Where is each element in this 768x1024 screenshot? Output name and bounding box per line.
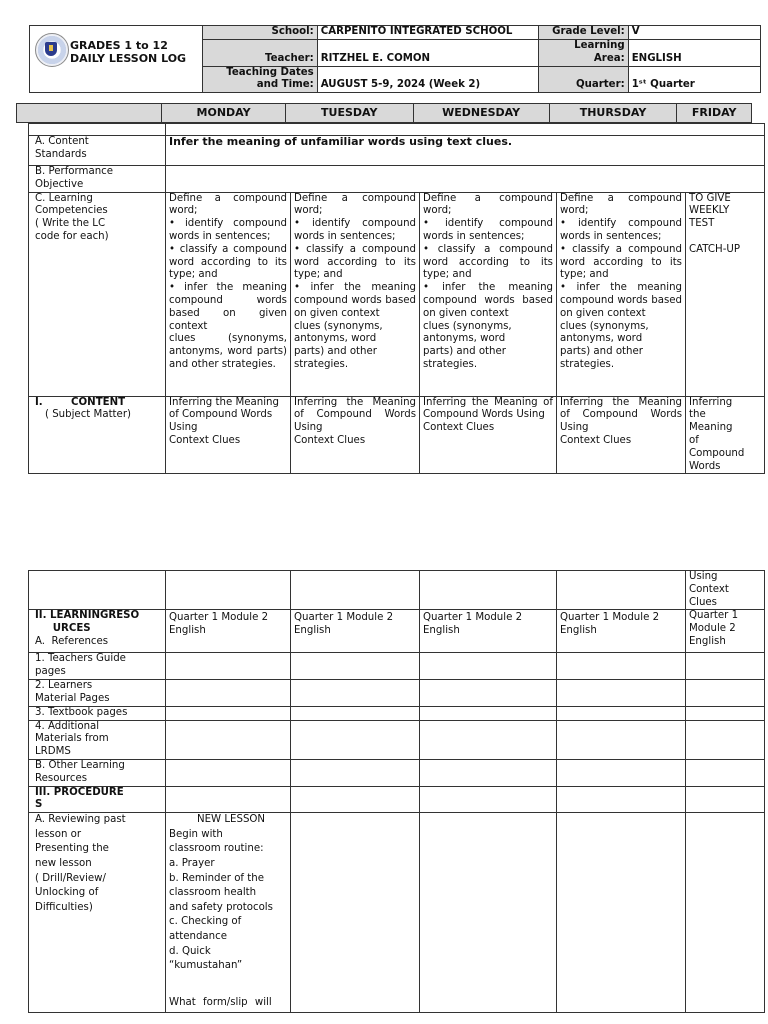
title-line2: DAILY LESSON LOG xyxy=(70,52,187,65)
references-label: A. References xyxy=(35,635,109,647)
cont-tuesday xyxy=(291,571,420,610)
review-friday xyxy=(686,813,765,1013)
content-standards-label: A. Content Standards xyxy=(29,136,166,166)
teacher-value: RITZHEL E. COMON xyxy=(317,40,538,67)
day-header-blank xyxy=(17,104,162,123)
deped-seal-icon xyxy=(35,33,69,67)
cont-label xyxy=(29,571,166,610)
tb-label: 3. Textbook pages xyxy=(29,706,166,720)
reference-thursday: Quarter 1 Module 2 English xyxy=(557,610,686,653)
day-friday: FRIDAY xyxy=(677,104,752,123)
content-tuesday: Inferring the Meaning of Compound Words Using Context Clues xyxy=(291,396,420,474)
content-friday: Inferring the Meaning of Compound Words xyxy=(686,396,765,474)
day-monday: MONDAY xyxy=(162,104,286,123)
grade-label: Grade Level: xyxy=(538,26,628,40)
competency-wednesday: Define a compound word; • identify compound words in sentences; • classify a compound word according to its type; and • infer the meaning compound words based on given context clues (synonyms, antonyms, word parts) and other strategies. xyxy=(420,192,557,396)
reference-monday: Quarter 1 Module 2 English xyxy=(166,610,291,653)
review-monday-tail: What form/slip will xyxy=(169,996,272,1008)
olr-label: B. Other Learning Resources xyxy=(29,759,166,786)
content-monday: Inferring the Meaning of Compound Words Using Context Clues xyxy=(166,396,291,474)
content-label-main: I. CONTENT xyxy=(35,396,126,408)
dates-label: Teaching Dates and Time: xyxy=(202,66,317,93)
cont-wednesday xyxy=(420,571,557,610)
competency-tuesday: Define a compound word; • identify compound words in sentences; • classify a compound word according to its type; and • infer the meaning compound words based on given context clues (synonyms, antonyms, word parts) and other strategies. xyxy=(291,192,420,396)
day-thursday: THURSDAY xyxy=(549,104,677,123)
content-thursday: Inferring the Meaning of Compound Words Using Context Clues xyxy=(557,396,686,474)
day-header-table xyxy=(16,103,752,123)
resources-label xyxy=(29,610,166,653)
lm-label: 2. Learners Material Pages xyxy=(29,679,166,706)
resources-label-main: II. LEARNINGRESO URCES xyxy=(35,610,140,635)
blank-label xyxy=(29,124,166,136)
content-wednesday: Inferring the Meaning of Compound Words Using Context Clues xyxy=(420,396,557,474)
am-label: 4. Additional Materials from LRDMS xyxy=(29,720,166,759)
reference-friday: Quarter 1 Module 2 English xyxy=(686,610,765,653)
section-resources xyxy=(28,570,765,1013)
title-line1: GRADES 1 to 12 xyxy=(70,39,168,52)
day-tuesday: TUESDAY xyxy=(285,104,413,123)
school-value: CARPENITO INTEGRATED SCHOOL xyxy=(317,26,538,40)
review-wednesday xyxy=(420,813,557,1013)
review-monday xyxy=(166,813,291,1013)
performance-label: B. Performance Objective xyxy=(29,166,166,193)
section-objectives xyxy=(28,123,765,474)
header-block xyxy=(29,25,761,93)
content-label-sub: ( Subject Matter) xyxy=(45,409,131,421)
header-table xyxy=(29,25,761,93)
grade-value: V xyxy=(628,26,760,40)
objectives-table xyxy=(28,123,765,474)
competencies-label: C. Learning Competencies ( Write the LC code for each) xyxy=(29,192,166,396)
performance-value xyxy=(166,166,765,193)
title-cell xyxy=(30,26,203,93)
content-standards-value: Infer the meaning of unfamiliar words using text clues. xyxy=(166,136,765,166)
resources-table xyxy=(28,570,765,1013)
review-tuesday xyxy=(291,813,420,1013)
area-label: Learning Area: xyxy=(538,40,628,67)
review-monday-body: Begin with classroom routine: a. Prayer b. Reminder of the classroom health and safety protocols c. Checking of attendance d. Quick “kumustahan” xyxy=(169,828,273,972)
reference-wednesday: Quarter 1 Module 2 English xyxy=(420,610,557,653)
day-header xyxy=(16,103,752,123)
cont-monday xyxy=(166,571,291,610)
competency-monday: Define a compound word; • identify compound words in sentences; • classify a compound word according to its type; and • infer the meaning compound words based on given context clues (synonyms, antonyms, word parts) and other strategies. xyxy=(166,192,291,396)
quarter-label: Quarter: xyxy=(538,66,628,93)
tg-label: 1. Teachers Guide pages xyxy=(29,653,166,680)
content-label xyxy=(29,396,166,474)
cont-thursday xyxy=(557,571,686,610)
review-monday-title: NEW LESSON xyxy=(197,814,266,826)
day-wednesday: WEDNESDAY xyxy=(413,104,549,123)
competency-thursday: Define a compound word; • identify compound words in sentences; • classify a compound word according to its type; and • infer the meaning compound words based on given context clues (synonyms, antonyms, word parts) and other strategies. xyxy=(557,192,686,396)
reference-tuesday: Quarter 1 Module 2 English xyxy=(291,610,420,653)
cont-friday: Using Context Clues xyxy=(686,571,765,610)
review-thursday xyxy=(557,813,686,1013)
procedures-label: III. PROCEDURE S xyxy=(29,786,166,813)
competency-friday: TO GIVE WEEKLY TEST CATCH-UP xyxy=(686,192,765,396)
blank-row xyxy=(166,124,765,136)
dates-value: AUGUST 5-9, 2024 (Week 2) xyxy=(317,66,538,93)
quarter-value: 1ˢᵗ Quarter xyxy=(628,66,760,93)
school-label: School: xyxy=(202,26,317,40)
review-label: A. Reviewing past lesson or Presenting the new lesson ( Drill/Review/ Unlocking of Difficulties) xyxy=(29,813,166,1013)
teacher-label: Teacher: xyxy=(202,40,317,67)
area-value: ENGLISH xyxy=(628,40,760,67)
